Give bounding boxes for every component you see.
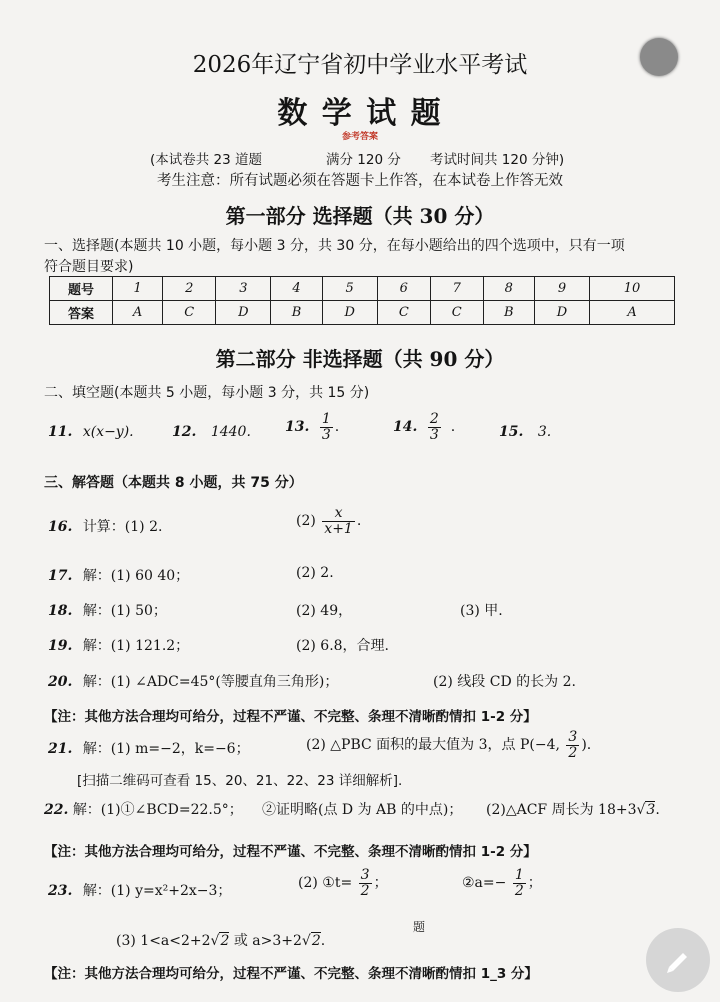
table-answer-label: 答案	[50, 301, 113, 325]
question-number: 2	[163, 277, 216, 301]
stray-character: 题	[413, 920, 426, 934]
part1-instruction: 一、选择题(本题共 10 小题，每小题 3 分，共 30 分，在每小题给出的四个选项中，只有一项	[44, 238, 625, 254]
answer-19-part2: (2) 6.8，合理.	[296, 638, 389, 654]
answer-cell: C	[163, 301, 216, 325]
info-time: 考试时间共 120 分钟)	[430, 152, 565, 168]
fill-answer-15: 15. 3.	[499, 424, 552, 440]
answer-cell: D	[534, 301, 589, 325]
edit-button[interactable]	[646, 928, 710, 992]
answer-18: 18. 解：(1) 50；	[48, 603, 167, 619]
info-count: (本试卷共 23 道题	[150, 152, 263, 168]
answer-20: 20. 解：(1) ∠ADC=45°(等腰直角三角形)；	[48, 674, 339, 690]
info-score: 满分 120 分	[326, 152, 401, 168]
solve-heading: 三、解答题（本题共 8 小题，共 75 分）	[44, 475, 303, 491]
answer-cell: D	[322, 301, 377, 325]
fill-answer-12: 12. 1440.	[172, 424, 251, 440]
answer-16-part2: (2) $\frac{x}{x+1}$ .	[296, 505, 362, 537]
answer-23-part2: (2) ①t= $\frac{3}{2}$ ；	[298, 867, 388, 899]
question-number: 7	[430, 277, 483, 301]
answer-cell: A	[590, 301, 675, 325]
answer-22: 22. 解：(1)①∠BCD=22.5°；	[44, 802, 243, 818]
answer-17-part2: (2) 2.	[296, 565, 334, 581]
answer-23-part4: (3) 1<a<2+2√2 或 a>3+2√2.	[116, 933, 326, 949]
answer-17: 17. 解：(1) 60 40；	[48, 568, 190, 584]
answer-cell: A	[113, 301, 163, 325]
answer-cell: C	[377, 301, 430, 325]
answer-22-part3: (2)△ACF 周长为 18+3√3.	[486, 802, 660, 818]
answer-16: 16. 计算：(1) 2.	[48, 519, 163, 535]
pencil-edit-icon	[663, 945, 693, 975]
fill-answer-11: 11. x(x−y).	[48, 424, 134, 440]
part2-title: 第二部分 非选择题（共 90 分）	[215, 347, 505, 371]
answer-cell: B	[271, 301, 322, 325]
table-header-label: 题号	[50, 277, 113, 301]
answer-22-part2: ②证明略(点 D 为 AB 的中点)；	[262, 802, 463, 818]
grading-note: 【注：其他方法合理均可给分，过程不严谨、不完整、条理不清晰酌情扣 1_3 分】	[44, 966, 538, 982]
part1-title: 第一部分 选择题（共 30 分）	[225, 204, 495, 228]
exam-title: 2026年辽宁省初中学业水平考试	[192, 52, 528, 78]
answer-table	[49, 276, 675, 325]
question-number: 1	[113, 277, 163, 301]
question-number: 5	[322, 277, 377, 301]
part1-instruction-cont: 符合题目要求)	[44, 259, 134, 275]
question-number: 6	[377, 277, 430, 301]
fill-heading: 二、填空题(本题共 5 小题，每小题 3 分，共 15 分)	[44, 385, 370, 401]
qr-code-note: [扫描二维码可查看 15、20、21、22、23 详细解析].	[77, 773, 403, 789]
answer-21-part2: (2) △PBC 面积的最大值为 3，点 P(−4, $\frac{3}{2}$ ).	[306, 729, 592, 761]
answer-18-part2: (2) 49，	[296, 603, 353, 619]
answer-19: 19. 解：(1) 121.2；	[48, 638, 190, 654]
table-row	[50, 301, 675, 325]
answer-21: 21. 解：(1) m=−2，k=−6；	[48, 741, 250, 757]
question-number: 9	[534, 277, 589, 301]
answer-23-part3: ②a=− $\frac{1}{2}$ ；	[462, 867, 542, 899]
answer-18-part3: (3) 甲.	[460, 603, 503, 619]
answer-key-label: 参考答案	[341, 132, 378, 142]
question-number: 8	[483, 277, 534, 301]
answer-cell: C	[430, 301, 483, 325]
exam-notice: 考生注意：所有试题必须在答题卡上作答，在本试卷上作答无效	[157, 173, 563, 189]
question-number: 3	[216, 277, 271, 301]
fill-answer-13: 13. $\frac{1}{3}$ .	[285, 411, 340, 443]
answer-20-part2: (2) 线段 CD 的长为 2.	[433, 674, 576, 690]
grading-note: 【注：其他方法合理均可给分，过程不严谨、不完整、条理不清晰酌情扣 1-2 分】	[44, 844, 537, 860]
answer-23: 23. 解：(1) y=x²+2x−3；	[48, 883, 232, 899]
question-number: 4	[271, 277, 322, 301]
table-row	[50, 277, 675, 301]
question-number: 10	[590, 277, 675, 301]
answer-cell: D	[216, 301, 271, 325]
grading-note: 【注：其他方法合理均可给分，过程不严谨、不完整、条理不清晰酌情扣 1-2 分】	[44, 709, 537, 725]
answer-cell: B	[483, 301, 534, 325]
subject-title: 数 学 试 题	[277, 96, 443, 131]
fill-answer-14: 14. $\frac{2}{3}$ .	[393, 411, 456, 443]
